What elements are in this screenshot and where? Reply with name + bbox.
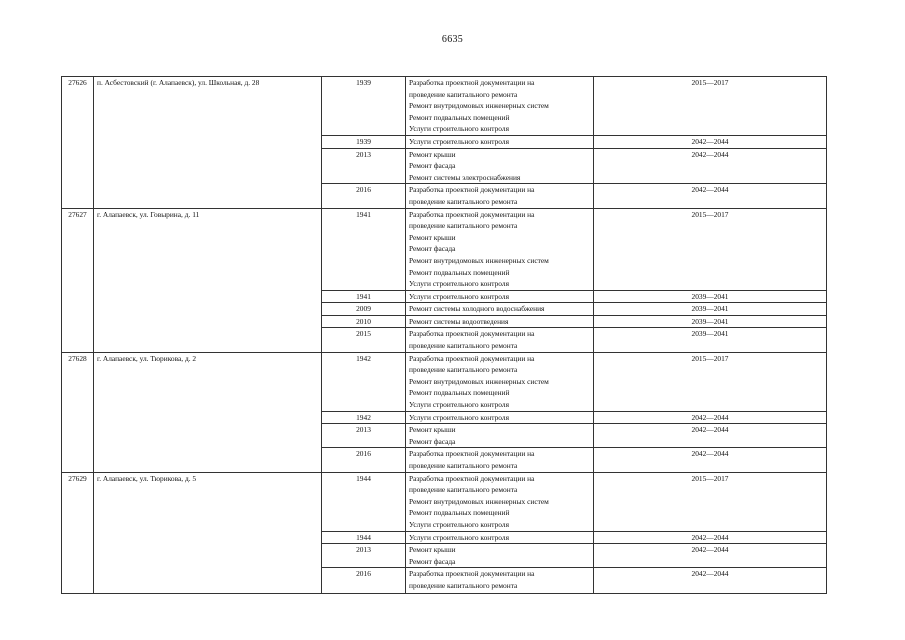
work-item: Ремонт крыши — [409, 545, 456, 555]
planned-period: 2042—2044 — [594, 568, 827, 593]
work-list — [406, 290, 594, 303]
record-id: 27627 — [62, 208, 94, 352]
work-item: Услуги строительного контроля — [409, 136, 509, 146]
work-item: Ремонт подвальных помещений — [409, 388, 510, 398]
work-item: проведение капитального ремонта — [409, 580, 518, 590]
planned-period: 2039—2041 — [594, 315, 827, 328]
work-year: 2015 — [322, 328, 406, 352]
work-item: проведение капитального ремонта — [409, 461, 518, 470]
work-year: 1942 — [322, 352, 406, 411]
planned-period: 2042—2044 — [594, 411, 827, 424]
work-item: Разработка проектной документации на — [409, 353, 535, 363]
work-item: Услуги строительного контроля — [409, 279, 509, 289]
work-list — [406, 77, 594, 136]
work-list — [406, 184, 594, 208]
planned-period: 2042—2044 — [594, 424, 827, 448]
work-item: Разработка проектной документации на — [409, 185, 535, 195]
planned-period: 2015—2017 — [594, 77, 827, 136]
planned-period: 2042—2044 — [594, 448, 827, 472]
record-id: 27628 — [62, 352, 94, 472]
planned-period: 2015—2017 — [594, 472, 827, 531]
work-item: Ремонт крыши — [409, 232, 456, 242]
work-list — [406, 472, 594, 531]
work-item: Ремонт крыши — [409, 425, 456, 435]
work-list — [406, 531, 594, 544]
work-item: проведение капитального ремонта — [409, 89, 518, 99]
work-item: Разработка проектной документации на — [409, 473, 535, 483]
work-list — [406, 303, 594, 316]
planned-period: 2042—2044 — [594, 135, 827, 148]
work-item: проведение капитального ремонта — [409, 365, 518, 375]
work-item: Ремонт системы водоотведения — [409, 316, 509, 326]
work-list — [406, 315, 594, 328]
record-id: 27626 — [62, 77, 94, 209]
work-item: проведение капитального ремонта — [409, 485, 518, 495]
work-item: Услуги строительного контроля — [409, 412, 509, 422]
table-body — [62, 77, 827, 594]
work-item: проведение капитального ремонта — [409, 196, 518, 206]
work-year: 1941 — [322, 290, 406, 303]
work-item: Услуги строительного контроля — [409, 519, 509, 529]
work-item: Ремонт системы электроснабжения — [409, 172, 521, 182]
work-item: Ремонт подвальных помещений — [409, 267, 510, 277]
work-item: Услуги строительного контроля — [409, 291, 509, 301]
work-year: 2016 — [322, 184, 406, 208]
work-year: 2013 — [322, 148, 406, 184]
work-list — [406, 544, 594, 568]
work-item: Ремонт внутридомовых инженерных систем — [409, 101, 549, 111]
work-item: Разработка проектной документации на — [409, 329, 535, 339]
work-list — [406, 424, 594, 448]
work-list — [406, 411, 594, 424]
work-item: Ремонт системы холодного водоснабжения — [409, 304, 545, 314]
planned-period: 2042—2044 — [594, 531, 827, 544]
work-year: 2013 — [322, 544, 406, 568]
work-item: Услуги строительного контроля — [409, 532, 509, 542]
work-item: Услуги строительного контроля — [409, 400, 509, 410]
table-row — [62, 77, 827, 136]
work-year: 2013 — [322, 424, 406, 448]
work-year: 1939 — [322, 77, 406, 136]
work-year: 1939 — [322, 135, 406, 148]
work-year: 1942 — [322, 411, 406, 424]
page-number: 6635 — [441, 34, 464, 45]
work-year: 1941 — [322, 208, 406, 290]
work-year: 2010 — [322, 315, 406, 328]
table-row — [62, 472, 827, 531]
planned-period: 2039—2041 — [594, 328, 827, 352]
work-year: 2016 — [322, 568, 406, 593]
work-list — [406, 568, 594, 593]
work-item: Ремонт крыши — [409, 149, 456, 159]
record-address: г. Алапаевск, ул. Говырина, д. 11 — [94, 208, 322, 352]
work-list — [406, 208, 594, 290]
work-item: Разработка проектной документации на — [409, 78, 535, 87]
work-item: Ремонт подвальных помещений — [409, 508, 510, 518]
work-item: Разработка проектной документации на — [409, 569, 535, 579]
work-list — [406, 352, 594, 411]
work-item: Ремонт фасада — [409, 556, 456, 566]
record-address: г. Алапаевск, ул. Тюрикова, д. 5 — [94, 472, 322, 593]
work-item: Разработка проектной документации на — [409, 209, 535, 219]
work-item: проведение капитального ремонта — [409, 221, 518, 231]
record-address: г. Алапаевск, ул. Тюрикова, д. 2 — [94, 352, 322, 472]
table-row — [62, 208, 827, 290]
capital-repair-table — [61, 76, 827, 594]
table-row — [62, 352, 827, 411]
work-item: Ремонт фасада — [409, 244, 456, 254]
work-list — [406, 328, 594, 352]
work-item: Ремонт фасада — [409, 436, 456, 446]
work-item: Ремонт внутридомовых инженерных систем — [409, 255, 549, 265]
planned-period: 2015—2017 — [594, 208, 827, 290]
work-item: Ремонт внутридомовых инженерных систем — [409, 376, 549, 386]
planned-period: 2039—2041 — [594, 290, 827, 303]
work-list — [406, 148, 594, 184]
work-item: проведение капитального ремонта — [409, 341, 518, 351]
work-list — [406, 448, 594, 472]
planned-period: 2015—2017 — [594, 352, 827, 411]
work-year: 1944 — [322, 531, 406, 544]
work-item: Ремонт подвальных помещений — [409, 112, 510, 122]
work-year: 2009 — [322, 303, 406, 316]
work-item: Ремонт фасада — [409, 161, 456, 171]
planned-period: 2039—2041 — [594, 303, 827, 316]
work-list — [406, 135, 594, 148]
work-item: Услуги строительного контроля — [409, 124, 509, 134]
planned-period: 2042—2044 — [594, 544, 827, 568]
work-year: 2016 — [322, 448, 406, 472]
work-item: Ремонт внутридомовых инженерных систем — [409, 496, 549, 506]
work-item: Разработка проектной документации на — [409, 449, 535, 459]
record-address: п. Асбестовский (г. Алапаевск), ул. Школьная, д. 28 — [94, 77, 322, 209]
work-year: 1944 — [322, 472, 406, 531]
record-id: 27629 — [62, 472, 94, 593]
planned-period: 2042—2044 — [594, 184, 827, 208]
planned-period: 2042—2044 — [594, 148, 827, 184]
